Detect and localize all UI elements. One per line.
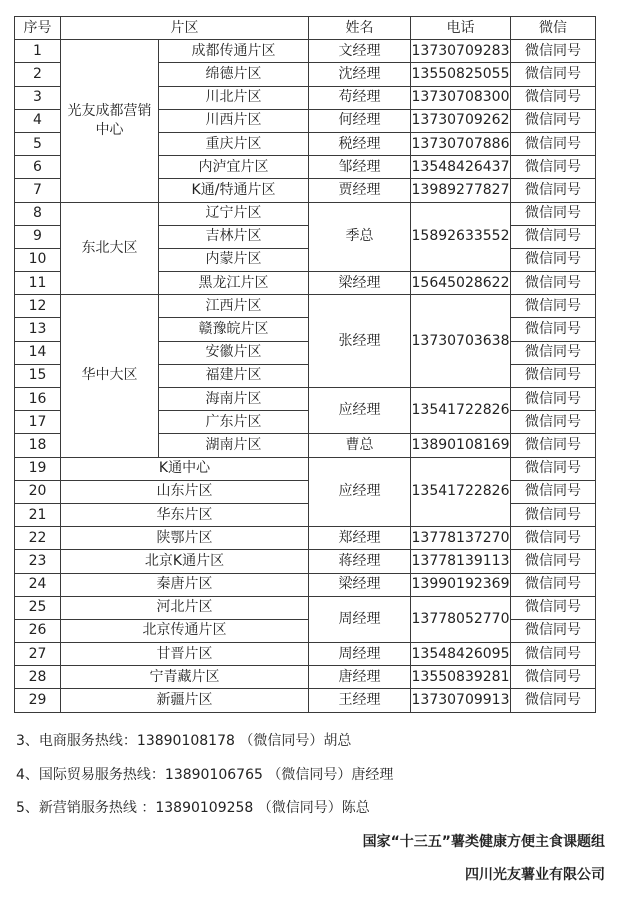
row-no: 10 xyxy=(15,248,61,271)
row-no: 16 xyxy=(15,388,61,411)
row-area: 北京传通片区 xyxy=(61,619,309,642)
row-wechat: 微信同号 xyxy=(511,40,596,63)
row-phone: 13989277827 xyxy=(411,179,511,202)
row-area: 辽宁片区 xyxy=(159,202,309,225)
row-area: 甘晋片区 xyxy=(61,643,309,666)
row-phone: 13778139113 xyxy=(411,550,511,573)
row-phone: 13778137270 xyxy=(411,527,511,550)
row-name: 文经理 xyxy=(309,40,411,63)
signature-company: 四川光友薯业有限公司 xyxy=(465,867,605,883)
row-name: 苟经理 xyxy=(309,86,411,109)
signature-research-group: 国家“十三五”薯类健康方便主食课题组 xyxy=(362,834,605,850)
header-name: 姓名 xyxy=(309,17,411,40)
row-no: 4 xyxy=(15,109,61,132)
row-name: 张经理 xyxy=(309,295,411,388)
table-row xyxy=(15,527,596,550)
row-area: 广东片区 xyxy=(159,411,309,434)
row-area: 内泸宜片区 xyxy=(159,156,309,179)
row-area: 绵德片区 xyxy=(159,63,309,86)
row-wechat: 微信同号 xyxy=(511,388,596,411)
header-phone: 电话 xyxy=(411,17,511,40)
row-wechat: 微信同号 xyxy=(511,156,596,179)
row-wechat: 微信同号 xyxy=(511,689,596,712)
row-wechat: 微信同号 xyxy=(511,225,596,248)
row-name: 应经理 xyxy=(309,388,411,434)
row-no: 19 xyxy=(15,457,61,480)
row-no: 3 xyxy=(15,86,61,109)
row-area: 安徽片区 xyxy=(159,341,309,364)
row-no: 1 xyxy=(15,40,61,63)
row-no: 23 xyxy=(15,550,61,573)
row-no: 27 xyxy=(15,643,61,666)
contact-table xyxy=(14,16,596,713)
row-no: 9 xyxy=(15,225,61,248)
row-name: 曹总 xyxy=(309,434,411,457)
row-phone: 15892633552 xyxy=(411,202,511,272)
row-wechat: 微信同号 xyxy=(511,179,596,202)
row-no: 6 xyxy=(15,156,61,179)
table-row xyxy=(15,295,596,318)
row-area: 新疆片区 xyxy=(61,689,309,712)
table-row xyxy=(15,40,596,63)
row-no: 28 xyxy=(15,666,61,689)
row-area: 华东片区 xyxy=(61,503,309,526)
row-wechat: 微信同号 xyxy=(511,619,596,642)
row-wechat: 微信同号 xyxy=(511,550,596,573)
row-name: 贾经理 xyxy=(309,179,411,202)
note-marketing-hotline: 5、新营销服务热线 ：13890109258 （微信同号）陈总 xyxy=(16,800,370,816)
row-phone: 13548426437 xyxy=(411,156,511,179)
row-wechat: 微信同号 xyxy=(511,341,596,364)
row-name: 周经理 xyxy=(309,643,411,666)
row-area: 成都传通片区 xyxy=(159,40,309,63)
row-name: 何经理 xyxy=(309,109,411,132)
group-chengdu: 光友成都营销中心 xyxy=(61,40,159,202)
row-wechat: 微信同号 xyxy=(511,364,596,387)
row-phone: 13550825055 xyxy=(411,63,511,86)
table-header-row xyxy=(15,17,596,40)
row-area: 川西片区 xyxy=(159,109,309,132)
row-wechat: 微信同号 xyxy=(511,596,596,619)
row-name: 蒋经理 xyxy=(309,550,411,573)
row-wechat: 微信同号 xyxy=(511,318,596,341)
row-no: 14 xyxy=(15,341,61,364)
row-area: 赣豫皖片区 xyxy=(159,318,309,341)
row-no: 21 xyxy=(15,503,61,526)
row-no: 29 xyxy=(15,689,61,712)
row-area: 吉林片区 xyxy=(159,225,309,248)
row-wechat: 微信同号 xyxy=(511,132,596,155)
row-area: K通/特通片区 xyxy=(159,179,309,202)
row-phone: 13550839281 xyxy=(411,666,511,689)
row-area: 福建片区 xyxy=(159,364,309,387)
row-no: 22 xyxy=(15,527,61,550)
row-name: 王经理 xyxy=(309,689,411,712)
row-wechat: 微信同号 xyxy=(511,666,596,689)
row-wechat: 微信同号 xyxy=(511,109,596,132)
row-phone: 13548426095 xyxy=(411,643,511,666)
row-name: 郑经理 xyxy=(309,527,411,550)
table-row xyxy=(15,643,596,666)
header-region: 片区 xyxy=(61,17,309,40)
row-area: 山东片区 xyxy=(61,480,309,503)
row-name: 沈经理 xyxy=(309,63,411,86)
row-name: 周经理 xyxy=(309,596,411,642)
row-area: 川北片区 xyxy=(159,86,309,109)
row-phone: 13730703638 xyxy=(411,295,511,388)
row-phone: 13990192369 xyxy=(411,573,511,596)
row-name: 季总 xyxy=(309,202,411,272)
row-no: 26 xyxy=(15,619,61,642)
row-wechat: 微信同号 xyxy=(511,573,596,596)
row-phone: 13778052770 xyxy=(411,596,511,642)
row-area: K通中心 xyxy=(61,457,309,480)
row-wechat: 微信同号 xyxy=(511,503,596,526)
row-wechat: 微信同号 xyxy=(511,457,596,480)
note-trade-hotline: 4、国际贸易服务热线：13890106765 （微信同号）唐经理 xyxy=(16,767,394,783)
row-phone: 13730709262 xyxy=(411,109,511,132)
table-row xyxy=(15,550,596,573)
row-no: 2 xyxy=(15,63,61,86)
row-no: 7 xyxy=(15,179,61,202)
row-no: 8 xyxy=(15,202,61,225)
row-no: 25 xyxy=(15,596,61,619)
row-wechat: 微信同号 xyxy=(511,63,596,86)
row-phone: 13890108169 xyxy=(411,434,511,457)
row-no: 12 xyxy=(15,295,61,318)
table-row xyxy=(15,596,596,619)
row-name: 税经理 xyxy=(309,132,411,155)
row-wechat: 微信同号 xyxy=(511,527,596,550)
row-no: 13 xyxy=(15,318,61,341)
row-area: 陕鄂片区 xyxy=(61,527,309,550)
row-area: 黑龙江片区 xyxy=(159,272,309,295)
row-wechat: 微信同号 xyxy=(511,202,596,225)
row-phone: 13541722826 xyxy=(411,457,511,527)
row-no: 18 xyxy=(15,434,61,457)
group-huazhong: 华中大区 xyxy=(61,295,159,457)
row-phone: 15645028622 xyxy=(411,272,511,295)
row-phone: 13541722826 xyxy=(411,388,511,434)
row-no: 15 xyxy=(15,364,61,387)
group-dongbei: 东北大区 xyxy=(61,202,159,295)
table-row xyxy=(15,666,596,689)
table-row xyxy=(15,689,596,712)
row-wechat: 微信同号 xyxy=(511,411,596,434)
row-area: 秦唐片区 xyxy=(61,573,309,596)
header-wechat: 微信 xyxy=(511,17,596,40)
header-no: 序号 xyxy=(15,17,61,40)
note-ecommerce-hotline: 3、电商服务热线：13890108178 （微信同号）胡总 xyxy=(16,733,352,749)
table-row xyxy=(15,202,596,225)
row-no: 20 xyxy=(15,480,61,503)
row-wechat: 微信同号 xyxy=(511,248,596,271)
row-name: 邹经理 xyxy=(309,156,411,179)
row-no: 11 xyxy=(15,272,61,295)
row-area: 江西片区 xyxy=(159,295,309,318)
row-no: 5 xyxy=(15,132,61,155)
row-name: 应经理 xyxy=(309,457,411,527)
row-wechat: 微信同号 xyxy=(511,272,596,295)
row-area: 湖南片区 xyxy=(159,434,309,457)
row-no: 24 xyxy=(15,573,61,596)
row-area: 内蒙片区 xyxy=(159,248,309,271)
row-name: 梁经理 xyxy=(309,272,411,295)
row-name: 唐经理 xyxy=(309,666,411,689)
row-wechat: 微信同号 xyxy=(511,86,596,109)
row-wechat: 微信同号 xyxy=(511,480,596,503)
row-area: 北京K通片区 xyxy=(61,550,309,573)
row-area: 海南片区 xyxy=(159,388,309,411)
row-phone: 13730708300 xyxy=(411,86,511,109)
row-wechat: 微信同号 xyxy=(511,643,596,666)
row-wechat: 微信同号 xyxy=(511,434,596,457)
row-phone: 13730707886 xyxy=(411,132,511,155)
row-area: 宁青藏片区 xyxy=(61,666,309,689)
table-row xyxy=(15,457,596,480)
table-row xyxy=(15,573,596,596)
row-phone: 13730709913 xyxy=(411,689,511,712)
row-phone: 13730709283 xyxy=(411,40,511,63)
row-wechat: 微信同号 xyxy=(511,295,596,318)
row-no: 17 xyxy=(15,411,61,434)
row-area: 河北片区 xyxy=(61,596,309,619)
row-area: 重庆片区 xyxy=(159,132,309,155)
row-name: 梁经理 xyxy=(309,573,411,596)
